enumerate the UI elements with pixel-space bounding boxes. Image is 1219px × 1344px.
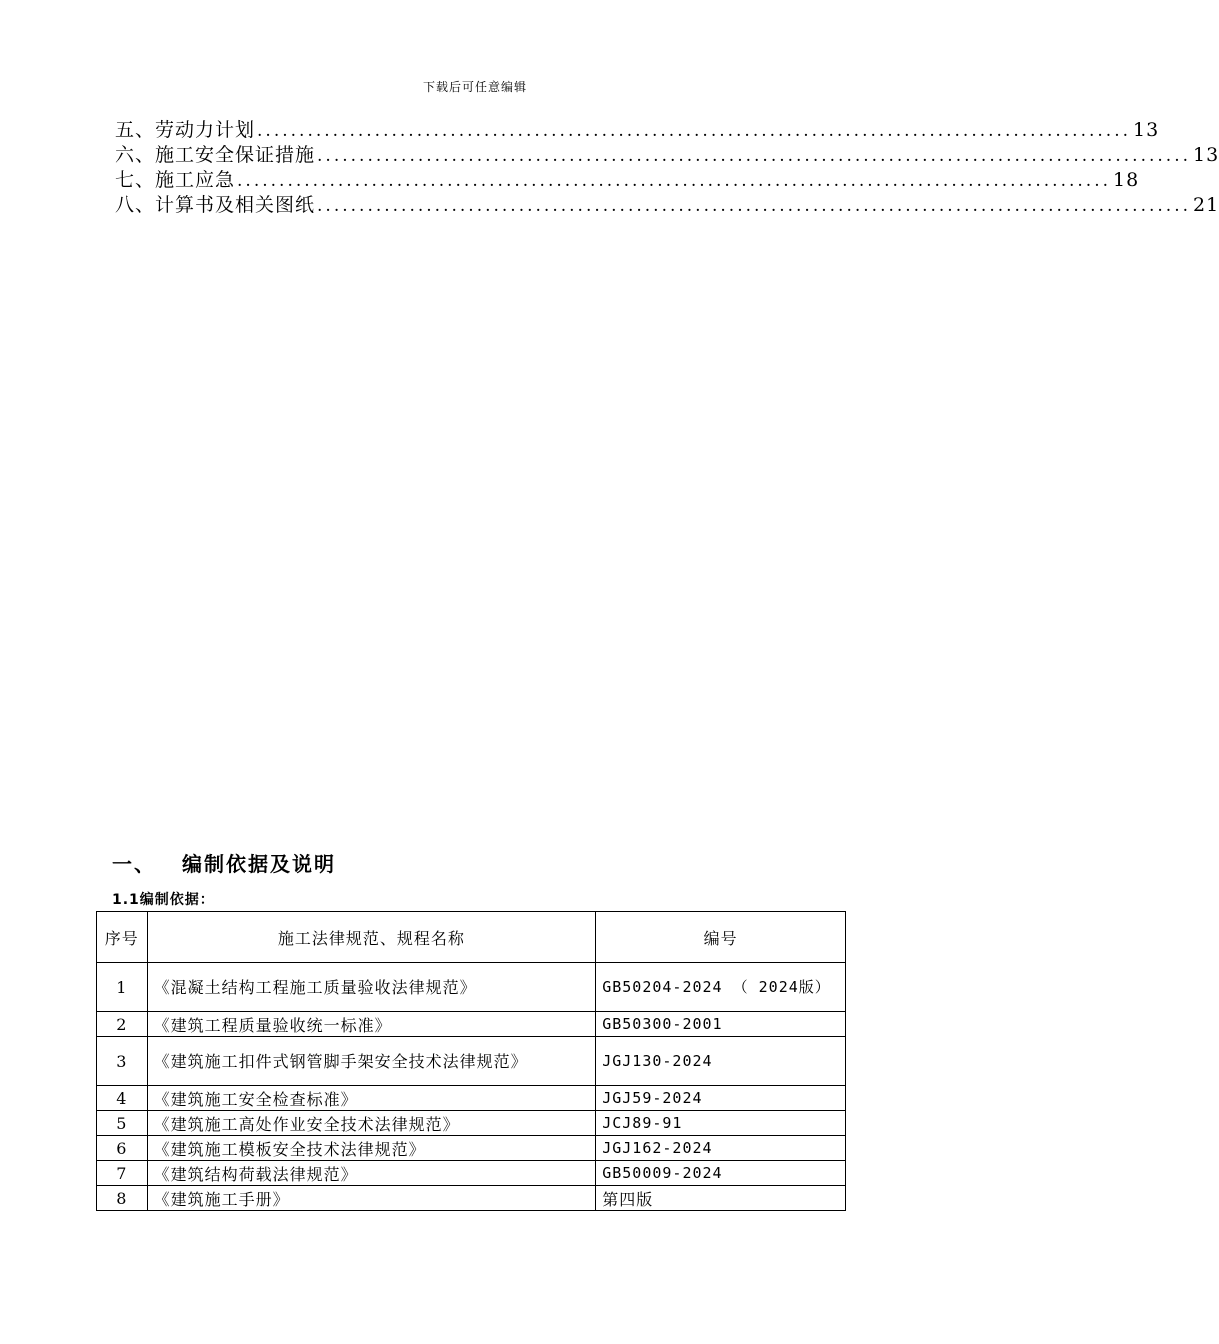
toc-entry-page: 21	[1193, 194, 1219, 216]
table-of-contents	[115, 118, 1219, 218]
toc-entry[interactable]	[115, 118, 1160, 143]
header-code: 编号	[596, 912, 846, 963]
toc-entry-page: 13	[1193, 144, 1219, 166]
row-seq: 4	[97, 1086, 148, 1111]
section-title-text: 编制依据及说明	[182, 852, 336, 876]
row-name: 《建筑施工安全检查标准》	[147, 1086, 596, 1111]
row-name: 《建筑施工高处作业安全技术法律规范》	[147, 1111, 596, 1136]
row-name: 《混凝土结构工程施工质量验收法律规范》	[147, 963, 596, 1012]
row-code: JGJ59-2024	[596, 1086, 846, 1111]
row-code-text: GB50204-2024 （ 2024版）	[602, 977, 831, 996]
toc-leader-dots: ........................................................................................................	[317, 146, 1192, 166]
header-seq: 序号	[97, 912, 148, 963]
standards-table	[96, 911, 846, 1211]
row-code: JGJ162-2024	[596, 1136, 846, 1161]
toc-entry[interactable]	[115, 193, 1219, 218]
row-seq: 5	[97, 1111, 148, 1136]
header-name: 施工法律规范、规程名称	[147, 912, 596, 963]
table-row	[97, 1136, 846, 1161]
row-name: 《建筑施工扣件式钢管脚手架安全技术法律规范》	[147, 1037, 596, 1086]
table-row	[97, 1161, 846, 1186]
table-row	[97, 1086, 846, 1111]
row-seq: 3	[97, 1037, 148, 1086]
toc-entry-title: 六、施工安全保证措施	[115, 144, 316, 166]
toc-entry[interactable]	[115, 168, 1140, 193]
section-number: 一、	[112, 852, 156, 876]
row-code: GB50009-2024	[596, 1161, 846, 1186]
row-code	[596, 963, 846, 1012]
row-code: 第四版	[596, 1186, 846, 1211]
toc-entry-title: 七、施工应急	[115, 169, 236, 191]
table-row	[97, 1111, 846, 1136]
row-code: JGJ130-2024	[596, 1037, 846, 1086]
table-row	[97, 1012, 846, 1037]
toc-leader-dots: ........................................................................................................	[317, 196, 1192, 216]
row-seq: 8	[97, 1186, 148, 1211]
page-header-note: 下载后可任意编辑	[422, 80, 527, 94]
table-row	[97, 1037, 846, 1086]
toc-entry-page: 18	[1113, 169, 1140, 191]
table-header-row	[97, 912, 846, 963]
toc-entry-title: 八、计算书及相关图纸	[115, 194, 316, 216]
row-seq: 7	[97, 1161, 148, 1186]
section-heading	[112, 848, 336, 877]
toc-leader-dots: ........................................................................................................	[257, 121, 1132, 141]
table-row	[97, 963, 846, 1012]
row-seq: 2	[97, 1012, 148, 1037]
row-name: 《建筑施工手册》	[147, 1186, 596, 1211]
subsection-heading: 1.1编制依据：	[112, 892, 215, 908]
row-code: GB50300-2001	[596, 1012, 846, 1037]
toc-entry-title: 五、劳动力计划	[115, 119, 256, 141]
row-seq: 6	[97, 1136, 148, 1161]
row-name: 《建筑施工模板安全技术法律规范》	[147, 1136, 596, 1161]
table-row	[97, 1186, 846, 1211]
toc-entry-page: 13	[1133, 119, 1160, 141]
row-name: 《建筑结构荷载法律规范》	[147, 1161, 596, 1186]
row-code: JCJ89-91	[596, 1111, 846, 1136]
toc-leader-dots: ........................................................................................................	[237, 171, 1112, 191]
row-seq: 1	[97, 963, 148, 1012]
toc-entry[interactable]	[115, 143, 1219, 168]
row-name: 《建筑工程质量验收统一标准》	[147, 1012, 596, 1037]
